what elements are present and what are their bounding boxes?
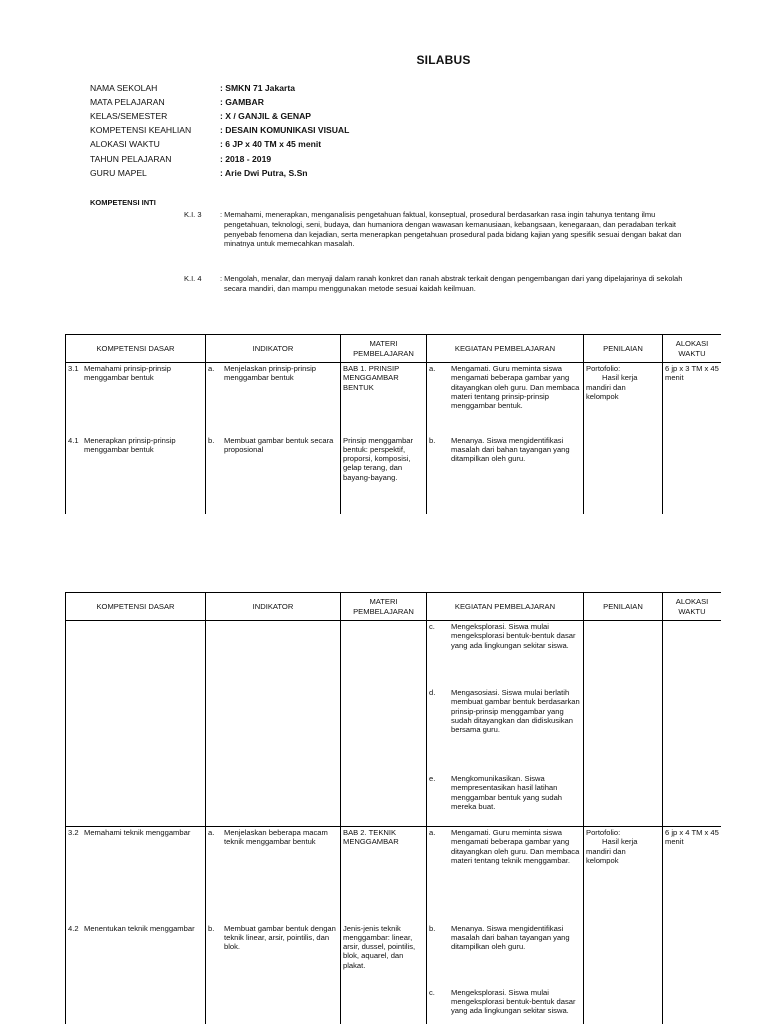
ki4-text: [220, 274, 723, 294]
penilaian-line: Hasil kerja: [602, 373, 638, 383]
header-materi: MATERI PEMBELAJARAN: [341, 593, 427, 621]
kd-cell: [66, 435, 206, 515]
kegiatan-item: [429, 774, 581, 811]
materi-cell: Jenis-jenis teknik menggambar: linear, arsir, dussel, pointilis, blok, aquarel, dan plakat.: [341, 923, 427, 1024]
info-value: : GAMBAR: [220, 97, 264, 107]
info-label: MATA PELAJARAN: [90, 97, 165, 107]
silabus-table-2-wrap: [65, 592, 721, 1024]
ki-heading: KOMPETENSI INTI: [90, 198, 156, 207]
indikator-cell: [206, 827, 341, 923]
silabus-table-2: [65, 592, 721, 1024]
penilaian-cell: [584, 435, 663, 515]
header-penilaian: PENILAIAN: [584, 335, 663, 363]
indikator-cell: [206, 923, 341, 1024]
info-value: : Arie Dwi Putra, S.Sn: [220, 168, 308, 178]
alokasi-cell: [663, 621, 722, 827]
silabus-table-1: [65, 334, 721, 514]
penilaian-line: Portofolio:: [586, 364, 621, 373]
header-penilaian: PENILAIAN: [584, 593, 663, 621]
alokasi-cell: 6 jp x 4 TM x 45 menit: [663, 827, 722, 923]
kegiatan-item: [429, 622, 581, 688]
header-alokasi: ALOKASI WAKTU: [663, 593, 722, 621]
ki3-line: minatnya untuk memecahkan masalah.: [224, 239, 355, 249]
info-row-mata-pelajaran: [90, 97, 730, 111]
info-value: : DESAIN KOMUNIKASI VISUAL: [220, 125, 350, 135]
kegiatan-mark: c.: [429, 987, 435, 997]
info-value: : 2018 - 2019: [220, 154, 272, 164]
materi-cell: [341, 621, 427, 827]
alokasi-cell: [663, 435, 722, 515]
kd-number: 3.1: [68, 364, 79, 373]
kd-cell: [66, 827, 206, 923]
materi-cell: Prinsip menggambar bentuk: perspektif, proporsi, komposisi, gelap terang, dan bayang-bayang.: [341, 435, 427, 515]
ki3-line: penyebab fenomena dan kejadian, serta menerapkan pengetahuan prosedural pada bidang kajian yang spesifik sesuai dengan bakat dan: [224, 229, 682, 239]
ki3-text: [220, 210, 723, 249]
info-row-guru-mapel: [90, 168, 730, 182]
indikator-cell: [206, 363, 341, 435]
ki4-line: secara mandiri, dan mampu menggunakan metode sesuai kaidah keilmuan.: [224, 283, 476, 293]
ki4-code: K.I. 4: [184, 274, 202, 283]
kegiatan-text: Mengkomunikasikan. Siswa mempresentasikan hasil latihan menggambar bentuk yang sudah mereka buat.: [451, 774, 563, 811]
penilaian-line: Portofolio:: [586, 828, 621, 837]
kd-text: Memahami prinsip-prinsip menggambar bentuk: [84, 364, 171, 383]
penilaian-line: kelompok: [586, 855, 619, 865]
table-row: [66, 363, 722, 435]
kegiatan-cell: [427, 621, 584, 827]
indikator-mark: a.: [208, 828, 215, 837]
indikator-text: Menjelaskan prinsip-prinsip menggambar bentuk: [224, 364, 317, 383]
info-label: GURU MAPEL: [90, 168, 147, 178]
kd-number: 3.2: [68, 828, 79, 837]
table-header-row: [66, 335, 722, 363]
info-row-kompetensi-keahlian: [90, 125, 730, 139]
ki3-code: K.I. 3: [184, 210, 202, 219]
kd-cell: [66, 923, 206, 1024]
penilaian-line: Hasil kerja: [602, 837, 638, 847]
kegiatan-text: Mengeksplorasi. Siswa mulai mengeksplorasi bentuk-bentuk dasar yang ada lingkungan sekitar siswa.: [451, 987, 576, 1016]
kegiatan-mark: b.: [429, 435, 436, 445]
alokasi-cell: 6 jp x 3 TM x 45 menit: [663, 363, 722, 435]
header-materi: MATERI PEMBELAJARAN: [341, 335, 427, 363]
header-indikator: INDIKATOR: [206, 593, 341, 621]
info-row-kelas-semester: [90, 111, 730, 125]
kd-cell: [66, 363, 206, 435]
kegiatan-mark: a.: [429, 828, 436, 837]
indikator-cell: [206, 435, 341, 515]
kd-text: Memahami teknik menggambar: [84, 828, 191, 837]
kegiatan-item: [429, 988, 581, 1016]
kegiatan-text: Menanya. Siswa mengidentifikasi masalah dari bahan tayangan yang ditampilkan oleh guru.: [451, 923, 570, 952]
kegiatan-mark: b.: [429, 923, 436, 933]
kegiatan-mark: c.: [429, 622, 435, 631]
indikator-text: Membuat gambar bentuk dengan teknik linear, arsir, pointilis, dan blok.: [224, 923, 336, 952]
info-value: : 6 JP x 40 TM x 45 menit: [220, 139, 322, 149]
info-value: : X / GANJIL & GENAP: [220, 111, 312, 121]
penilaian-line: mandiri dan: [586, 846, 626, 856]
ki3-line: : Memahami, menerapkan, menganalisis pengetahuan faktual, konseptual, prosedural berdasarkan rasa ingin tahunya tentang ilmu: [220, 210, 656, 219]
penilaian-line: kelompok: [586, 391, 619, 401]
kegiatan-text: Mengamati. Guru meminta siswa mengamati beberapa gambar yang ditayangkan oleh guru. Dan membaca materi tentang prinsip-prinsip menggambar bentuk.: [451, 364, 580, 411]
header-kompetensi-dasar: KOMPETENSI DASAR: [66, 335, 206, 363]
header-kegiatan: KEGIATAN PEMBELAJARAN: [427, 335, 584, 363]
table-row: [66, 827, 722, 923]
kd-number: 4.2: [68, 923, 79, 933]
info-label: KELAS/SEMESTER: [90, 111, 168, 121]
header-indikator: INDIKATOR: [206, 335, 341, 363]
document-title: SILABUS: [416, 53, 471, 67]
silabus-table-1-wrap: [65, 334, 721, 514]
table-row: [66, 923, 722, 1024]
ki3-line: pengetahuan, teknologi, seni, budaya, dan humaniora dengan wawasan kemanusiaan, kebangsaan, kenegaraan, dan peradaban terkait: [224, 219, 677, 229]
info-value: : SMKN 71 Jakarta: [220, 83, 295, 93]
header-kegiatan: KEGIATAN PEMBELAJARAN: [427, 593, 584, 621]
kd-cell: [66, 621, 206, 827]
info-label: NAMA SEKOLAH: [90, 83, 158, 93]
table-header-row: [66, 593, 722, 621]
header-alokasi: ALOKASI WAKTU: [663, 335, 722, 363]
kegiatan-item: [429, 924, 581, 988]
info-row-tahun-pelajaran: [90, 154, 730, 168]
header-kompetensi-dasar: KOMPETENSI DASAR: [66, 593, 206, 621]
info-label: ALOKASI WAKTU: [90, 139, 160, 149]
penilaian-cell: [584, 363, 663, 435]
kd-number: 4.1: [68, 435, 79, 445]
indikator-mark: a.: [208, 364, 215, 373]
kegiatan-mark: d.: [429, 688, 436, 697]
info-label: TAHUN PELAJARAN: [90, 154, 172, 164]
info-row-alokasi-waktu: [90, 139, 730, 153]
kegiatan-cell: [427, 923, 584, 1024]
kegiatan-cell: [427, 363, 584, 435]
kd-text: Menentukan teknik menggambar: [84, 923, 195, 933]
indikator-mark: b.: [208, 435, 215, 445]
table-row-continued: [66, 621, 722, 827]
penilaian-cell: [584, 827, 663, 923]
penilaian-line: mandiri dan: [586, 382, 626, 392]
kegiatan-text: Mengamati. Guru meminta siswa mengamati beberapa gambar yang ditayangkan oleh guru. Dan membaca materi tentang teknik menggambar.: [451, 828, 580, 865]
indikator-cell: [206, 621, 341, 827]
kegiatan-mark: a.: [429, 364, 436, 373]
materi-cell: BAB 1. PRINSIP MENGGAMBAR BENTUK: [341, 363, 427, 435]
penilaian-cell: [584, 923, 663, 1024]
kegiatan-cell: [427, 435, 584, 515]
indikator-text: Menjelaskan beberapa macam teknik menggambar bentuk: [224, 828, 328, 847]
kegiatan-text: Menanya. Siswa mengidentifikasi masalah dari bahan tayangan yang ditampilkan oleh guru.: [451, 435, 570, 464]
alokasi-cell: [663, 923, 722, 1024]
penilaian-cell: [584, 621, 663, 827]
kd-text: Menerapkan prinsip-prinsip menggambar bentuk: [84, 435, 176, 454]
kegiatan-item: [429, 688, 581, 774]
materi-cell: BAB 2. TEKNIK MENGGAMBAR: [341, 827, 427, 923]
kegiatan-text: Mengeksplorasi. Siswa mulai mengeksplorasi bentuk-bentuk dasar yang ada lingkungan sekitar siswa.: [451, 622, 576, 650]
info-label: KOMPETENSI KEAHLIAN: [90, 125, 192, 135]
kegiatan-text: Mengasosiasi. Siswa mulai berlatih membuat gambar bentuk berdasarkan prinsip-prinsip menggambar yang sudah ditayangkan dan didiskusikan bersama guru.: [451, 688, 580, 735]
table-row: [66, 435, 722, 515]
indikator-mark: b.: [208, 923, 215, 933]
indikator-text: Membuat gambar bentuk secara proposional: [224, 435, 334, 454]
ki4-line: : Mengolah, menalar, dan menyaji dalam ranah konkret dan ranah abstrak terkait dengan pengembangan dari yang dipelajarinya di sekolah: [220, 274, 683, 283]
kegiatan-cell: [427, 827, 584, 923]
info-row-nama-sekolah: [90, 83, 730, 97]
kegiatan-mark: e.: [429, 774, 436, 783]
